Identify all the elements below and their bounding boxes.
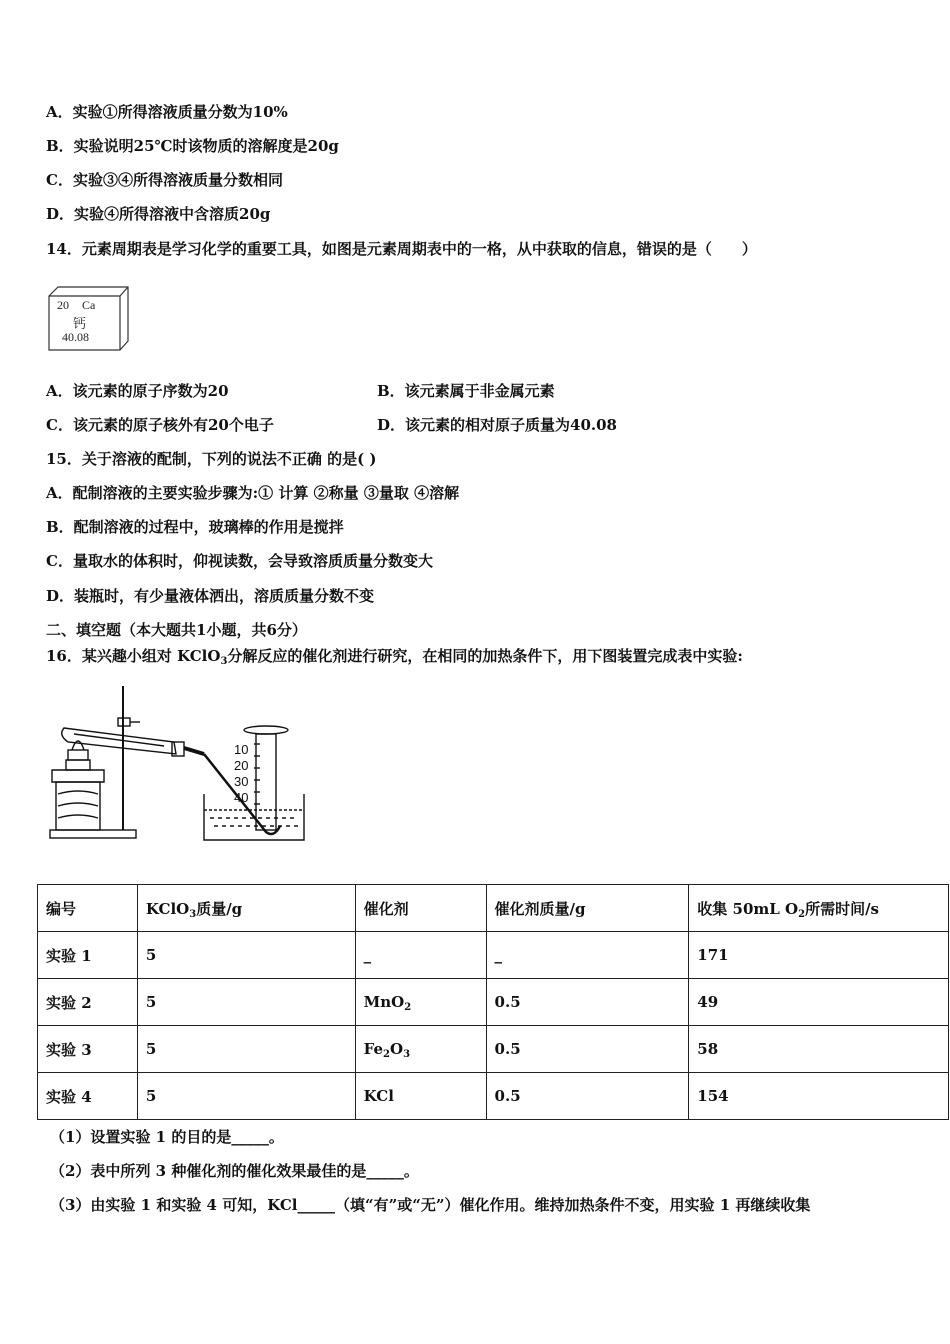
q14-option-b: B．该元素属于非金属元素 bbox=[377, 382, 555, 400]
row-mass: 5 bbox=[137, 932, 355, 979]
q16-subquestion-3: （3）由实验 1 和实验 4 可知，KCl_____（填“有”或“无”）催化作用。维持加热条件不变，用实验 1 再继续收集 bbox=[50, 1196, 811, 1214]
q13-option-c: C．实验③④所得溶液质量分数相同 bbox=[46, 171, 283, 189]
row-catalyst-mass: 0.5 bbox=[486, 979, 689, 1026]
q16-stem-prefix: 16．某兴趣小组对 KClO bbox=[46, 647, 221, 665]
q13-option-a: A．实验①所得溶液质量分数为10% bbox=[46, 103, 288, 121]
header-time bbox=[689, 885, 949, 932]
row-time: 171 bbox=[689, 932, 949, 979]
row-mass: 5 bbox=[137, 1073, 355, 1120]
experiment-table bbox=[37, 884, 949, 1120]
q16-stem-suffix: 分解反应的催化剂进行研究，在相同的加热条件下，用下图装置完成表中实验: bbox=[227, 647, 743, 665]
header-time-label: 收集 50mL O bbox=[697, 899, 799, 918]
row-id: 实验 3 bbox=[38, 1026, 138, 1073]
q15-stem: 15．关于溶液的配制，下列的说法不正确 的是( ) bbox=[46, 450, 377, 468]
atomic-mass: 40.08 bbox=[62, 330, 89, 344]
table-header-row bbox=[38, 885, 949, 932]
row-mass: 5 bbox=[137, 1026, 355, 1073]
row-catalyst bbox=[355, 1026, 486, 1073]
q14-stem: 14．元素周期表是学习化学的重要工具，如图是元素周期表中的一格，从中获取的信息，错误的是（ ） bbox=[46, 240, 757, 258]
catalyst-sub: 2 bbox=[404, 1002, 412, 1013]
apparatus-diagram bbox=[44, 684, 364, 858]
header-catalyst: 催化剂 bbox=[355, 885, 486, 932]
element-symbol: Ca bbox=[82, 298, 96, 312]
header-catalyst-mass: 催化剂质量/g bbox=[486, 885, 689, 932]
q15-option-c: C．量取水的体积时，仰视读数，会导致溶质质量分数变大 bbox=[46, 552, 433, 570]
row-time: 58 bbox=[689, 1026, 949, 1073]
cylinder-tick-30: 30 bbox=[234, 774, 249, 789]
element-name: 钙 bbox=[73, 316, 87, 331]
catalyst-formula: MnO bbox=[363, 993, 405, 1011]
row-catalyst-mass: _ bbox=[486, 932, 689, 979]
q16-stem bbox=[46, 646, 743, 666]
row-mass: 5 bbox=[137, 979, 355, 1026]
cylinder-tick-10: 10 bbox=[234, 742, 249, 757]
q16-subquestion-1: （1）设置实验 1 的目的是_____。 bbox=[50, 1128, 284, 1146]
cylinder-tick-40: 40 bbox=[234, 790, 249, 805]
periodic-cell-frame bbox=[48, 286, 130, 352]
header-id: 编号 bbox=[38, 885, 138, 932]
header-time-suffix: 所需时间/s bbox=[805, 899, 879, 918]
q14-option-d: D．该元素的相对原子质量为40.08 bbox=[377, 416, 617, 434]
table-row bbox=[38, 1073, 949, 1120]
row-time: 49 bbox=[689, 979, 949, 1026]
header-kclo3-mass bbox=[137, 885, 355, 932]
q15-option-b: B．配制溶液的过程中，玻璃棒的作用是搅拌 bbox=[46, 518, 344, 536]
row-id: 实验 4 bbox=[38, 1073, 138, 1120]
table-row bbox=[38, 979, 949, 1026]
q13-option-b: B．实验说明25℃时该物质的溶解度是20g bbox=[46, 137, 339, 155]
header-time-sub: 2 bbox=[798, 908, 806, 920]
row-id: 实验 2 bbox=[38, 979, 138, 1026]
table-row bbox=[38, 1026, 949, 1073]
row-id: 实验 1 bbox=[38, 932, 138, 979]
row-catalyst-mass: 0.5 bbox=[486, 1073, 689, 1120]
catalyst-sub: 2 bbox=[383, 1049, 390, 1060]
table-row bbox=[38, 932, 949, 979]
q15-option-a: A．配制溶液的主要实验步骤为:① 计算 ②称量 ③量取 ④溶解 bbox=[46, 484, 460, 502]
row-time: 154 bbox=[689, 1073, 949, 1120]
row-catalyst: KCl bbox=[355, 1073, 486, 1120]
gas-collection-apparatus bbox=[44, 684, 364, 854]
atomic-number: 20 bbox=[57, 298, 69, 312]
q14-option-a: A．该元素的原子序数为20 bbox=[46, 382, 229, 400]
row-catalyst bbox=[355, 979, 486, 1026]
q13-option-d: D．实验④所得溶液中含溶质20g bbox=[46, 205, 271, 223]
catalyst-sub-2: 3 bbox=[403, 1049, 411, 1060]
header-kclo3-label: KClO bbox=[145, 899, 190, 918]
header-kclo3-suffix: 质量/g bbox=[196, 899, 243, 918]
q14-option-c: C．该元素的原子核外有20个电子 bbox=[46, 416, 274, 434]
catalyst-formula: Fe bbox=[363, 1040, 384, 1058]
header-kclo3-sub: 3 bbox=[189, 908, 197, 920]
periodic-table-cell bbox=[48, 286, 130, 352]
row-catalyst-mass: 0.5 bbox=[486, 1026, 689, 1073]
section-title: 二、填空题（本大题共1小题，共6分） bbox=[46, 621, 307, 639]
q15-option-d: D．装瓶时，有少量液体洒出，溶质质量分数不变 bbox=[46, 587, 375, 605]
q16-stem-sub: 3 bbox=[220, 656, 228, 667]
row-catalyst: _ bbox=[355, 932, 486, 979]
catalyst-formula-tail: O bbox=[389, 1040, 404, 1058]
q16-subquestion-2: （2）表中所列 3 种催化剂的催化效果最佳的是_____。 bbox=[50, 1162, 419, 1180]
cylinder-tick-20: 20 bbox=[234, 758, 249, 773]
